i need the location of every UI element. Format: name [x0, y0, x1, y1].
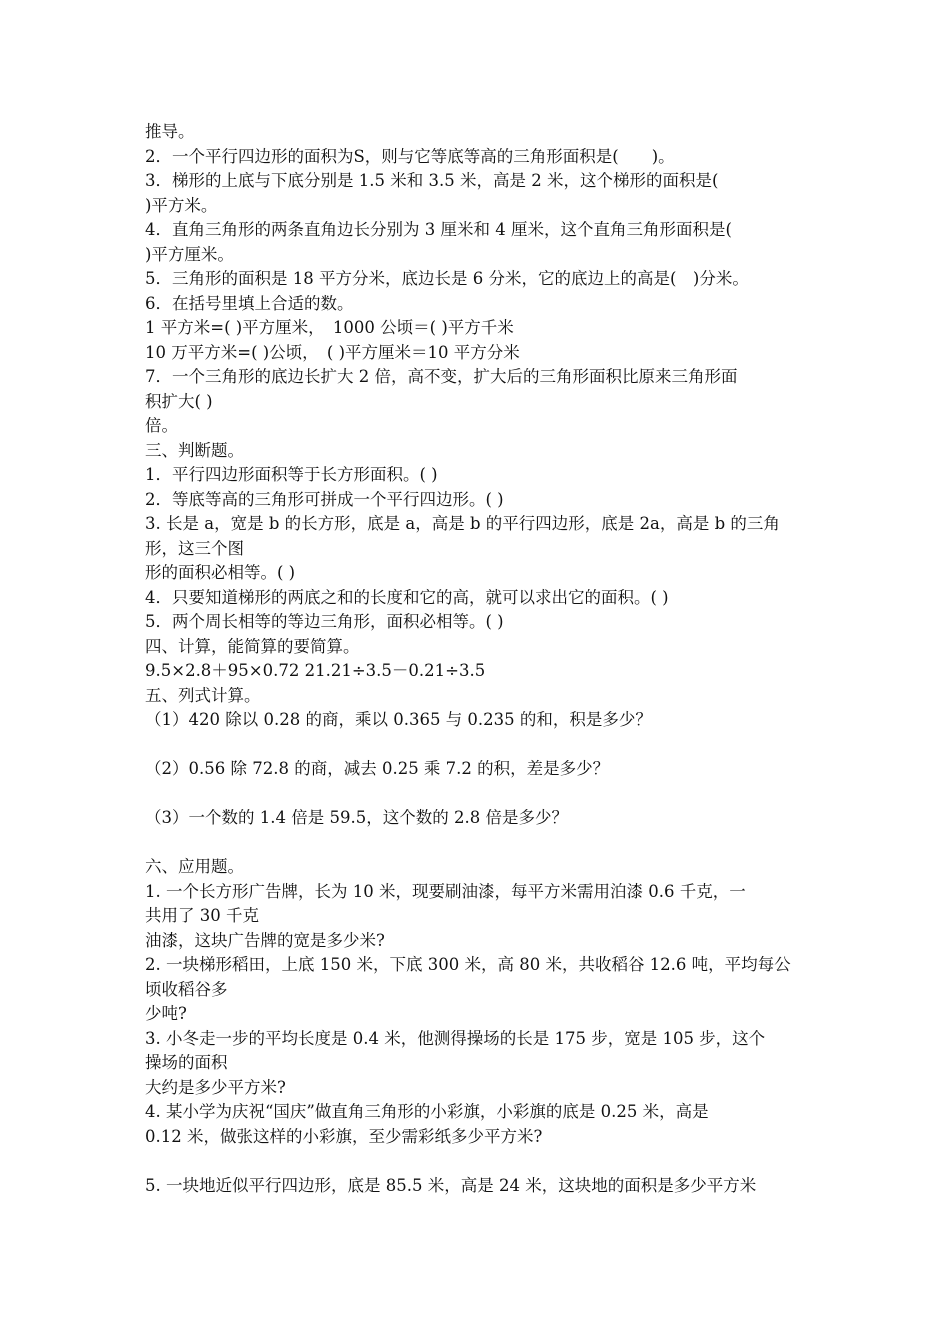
text-line: 倍。	[145, 416, 178, 435]
text-line: 4．直角三角形的两条直角边长分别为 3 厘米和 4 厘米，这个直角三角形面积是(	[145, 220, 732, 239]
text-line: 2．一个平行四边形的面积为S，则与它等底等高的三角形面积是( )。	[145, 146, 675, 166]
text-line: 五、列式计算。	[145, 685, 261, 705]
text-line: 大约是多少平方米?	[145, 1077, 286, 1097]
text-line: 推导。	[145, 122, 195, 141]
text-line: 四、计算，能简算的要简算。	[145, 636, 360, 656]
text-line: 4. 某小学为庆祝“国庆”做直角三角形的小彩旗，小彩旗的底是 0.25 米，高是	[145, 1102, 709, 1121]
text-line: )平方厘米。	[145, 244, 234, 264]
text-line: 3. 长是 a，宽是 b 的长方形，底是 a，高是 b 的平行四边形，底是 2a，高是 b 的三角	[145, 514, 780, 533]
text-line: 油漆，这块广告牌的宽是多少米?	[145, 930, 385, 950]
blank-line	[145, 1149, 815, 1174]
text-line: 顷收稻谷多	[145, 979, 228, 999]
text-line: 7．一个三角形的底边长扩大 2 倍，高不变，扩大后的三角形面积比原来三角形面	[145, 367, 738, 386]
text-line: 3. 小冬走一步的平均长度是 0.4 米，他测得操场的长是 175 步，宽是 105 步，这个	[145, 1028, 766, 1048]
text-line: 3．梯形的上底与下底分别是 1.5 米和 3.5 米，高是 2 米，这个梯形的面积是(	[145, 171, 719, 190]
text-line: （3）一个数的 1.4 倍是 59.5，这个数的 2.8 倍是多少？	[145, 808, 568, 827]
text-line: 0.12 米，做张这样的小彩旗，至少需彩纸多少平方米?	[145, 1126, 543, 1146]
text-line: 2. 一块梯形稻田，上底 150 米，下底 300 米，高 80 米，共收稻谷 12.6 吨，平均每公	[145, 955, 791, 974]
text-line: （2）0.56 除 72.8 的商，减去 0.25 乘 7.2 的积，差是多少？	[145, 759, 610, 778]
text-line: 5．三角形的面积是 18 平方分米，底边长是 6 分米，它的底边上的高是( )分米。	[145, 269, 749, 288]
text-line: 1. 一个长方形广告牌，长为 10 米，现要刷油漆，每平方米需用泊漆 0.6 千克，一	[145, 881, 746, 901]
text-line: 10 万平方米=( )公顷， ( )平方厘米＝10 平方分米	[145, 342, 520, 362]
text-line: （1）420 除以 0.28 的商，乘以 0.365 与 0.235 的和，积是多少？	[145, 710, 652, 729]
worksheet-page	[145, 120, 815, 1198]
text-line: 少吨?	[145, 1004, 187, 1023]
blank-line	[145, 831, 815, 856]
text-line: 积扩大( )	[145, 391, 213, 411]
text-line: 4．只要知道梯形的两底之和的长度和它的高，就可以求出它的面积。( )	[145, 587, 669, 607]
blank-line	[145, 782, 815, 807]
text-line: 形，这三个图	[145, 538, 244, 558]
text-line: 9.5×2.8＋95×0.72 21.21÷3.5－0.21÷3.5	[145, 661, 486, 680]
text-line: 2．等底等高的三角形可拼成一个平行四边形。( )	[145, 489, 504, 509]
text-line: 1．平行四边形面积等于长方形面积。( )	[145, 465, 438, 484]
text-line: 形的面积必相等。( )	[145, 563, 296, 582]
text-line: )平方米。	[145, 195, 218, 215]
text-line: 5. 一块地近似平行四边形，底是 85.5 米，高是 24 米，这块地的面积是多少平方米	[145, 1175, 757, 1195]
text-line: 操场的面积	[145, 1053, 228, 1072]
text-line: 六、应用题。	[145, 857, 244, 876]
blank-line	[145, 733, 815, 758]
text-line: 三、判断题。	[145, 440, 244, 460]
text-line: 5．两个周长相等的等边三角形，面积必相等。( )	[145, 612, 504, 631]
text-line: 共用了 30 千克	[145, 906, 259, 925]
text-line: 6．在括号里填上合适的数。	[145, 293, 354, 313]
text-line: 1 平方米=( )平方厘米， 1000 公顷＝( )平方千米	[145, 318, 514, 337]
